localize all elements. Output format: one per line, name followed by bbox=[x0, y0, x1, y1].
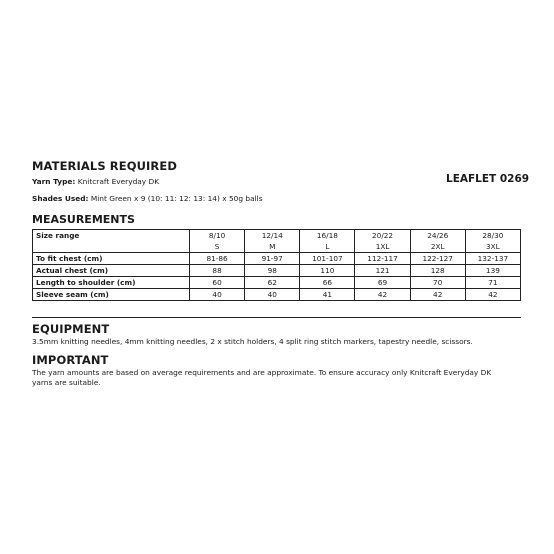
table-cell: 91-97 bbox=[245, 253, 300, 265]
table-cell: 81-86 bbox=[190, 253, 245, 265]
row-label: Actual chest (cm) bbox=[33, 265, 190, 277]
section-divider bbox=[32, 317, 521, 318]
table-cell: 41 bbox=[300, 289, 355, 301]
table-cell: 98 bbox=[245, 265, 300, 277]
table-cell: 42 bbox=[410, 289, 465, 301]
table-cell: 122-127 bbox=[410, 253, 465, 265]
table-cell: 62 bbox=[245, 277, 300, 289]
table-cell: 42 bbox=[355, 289, 410, 301]
table-cell: 139 bbox=[465, 265, 520, 277]
leaflet-number: LEAFLET 0269 bbox=[446, 173, 530, 185]
size-code-cell: 3XL bbox=[465, 241, 520, 253]
yarn-type-line bbox=[32, 177, 159, 187]
table-row bbox=[33, 241, 521, 253]
table-cell: 132-137 bbox=[465, 253, 520, 265]
table-cell: 71 bbox=[465, 277, 520, 289]
size-code-cell: 1XL bbox=[355, 241, 410, 253]
table-row bbox=[33, 230, 521, 242]
shades-line bbox=[32, 194, 263, 204]
table-cell: 42 bbox=[465, 289, 520, 301]
size-range-cell: 8/10 bbox=[190, 230, 245, 242]
table-cell: 88 bbox=[190, 265, 245, 277]
table-cell: 128 bbox=[410, 265, 465, 277]
size-code-cell: L bbox=[300, 241, 355, 253]
equipment-title: EQUIPMENT bbox=[32, 322, 110, 336]
size-range-cell: 24/26 bbox=[410, 230, 465, 242]
table-row bbox=[33, 265, 521, 277]
table-cell: 66 bbox=[300, 277, 355, 289]
table-cell: 112-117 bbox=[355, 253, 410, 265]
size-code-cell: M bbox=[245, 241, 300, 253]
table-cell: 70 bbox=[410, 277, 465, 289]
important-title: IMPORTANT bbox=[32, 353, 109, 367]
measurements-table bbox=[32, 229, 521, 301]
shades-label: Shades Used: bbox=[32, 194, 89, 203]
size-code-cell: 2XL bbox=[410, 241, 465, 253]
size-code-label bbox=[33, 241, 190, 253]
table-cell: 101-107 bbox=[300, 253, 355, 265]
size-range-cell: 28/30 bbox=[465, 230, 520, 242]
table-cell: 60 bbox=[190, 277, 245, 289]
table-cell: 40 bbox=[190, 289, 245, 301]
size-range-label: Size range bbox=[33, 230, 190, 242]
table-cell: 121 bbox=[355, 265, 410, 277]
row-label: Sleeve seam (cm) bbox=[33, 289, 190, 301]
row-label: Length to shoulder (cm) bbox=[33, 277, 190, 289]
yarn-type-label: Yarn Type: bbox=[32, 177, 76, 186]
measurements-title: MEASUREMENTS bbox=[32, 213, 135, 226]
important-text: The yarn amounts are based on average requirements and are approximate. To ensure accuracy only Knitcraft Everyday DK yarns are suitable. bbox=[32, 368, 492, 387]
equipment-text: 3.5mm knitting needles, 4mm knitting needles, 2 x stitch holders, 4 split ring stitch markers, tapestry needle, scissors. bbox=[32, 337, 473, 346]
size-code-cell: S bbox=[190, 241, 245, 253]
row-label: To fit chest (cm) bbox=[33, 253, 190, 265]
materials-title: MATERIALS REQUIRED bbox=[32, 159, 177, 173]
yarn-type-value: Knitcraft Everyday DK bbox=[77, 177, 160, 186]
table-cell: 110 bbox=[300, 265, 355, 277]
table-row bbox=[33, 253, 521, 265]
table-row bbox=[33, 277, 521, 289]
table-cell: 40 bbox=[245, 289, 300, 301]
table-row bbox=[33, 289, 521, 301]
shades-value: Mint Green x 9 (10: 11: 12: 13: 14) x 50g balls bbox=[90, 194, 263, 203]
size-range-cell: 20/22 bbox=[355, 230, 410, 242]
size-range-cell: 16/18 bbox=[300, 230, 355, 242]
table-cell: 69 bbox=[355, 277, 410, 289]
size-range-cell: 12/14 bbox=[245, 230, 300, 242]
